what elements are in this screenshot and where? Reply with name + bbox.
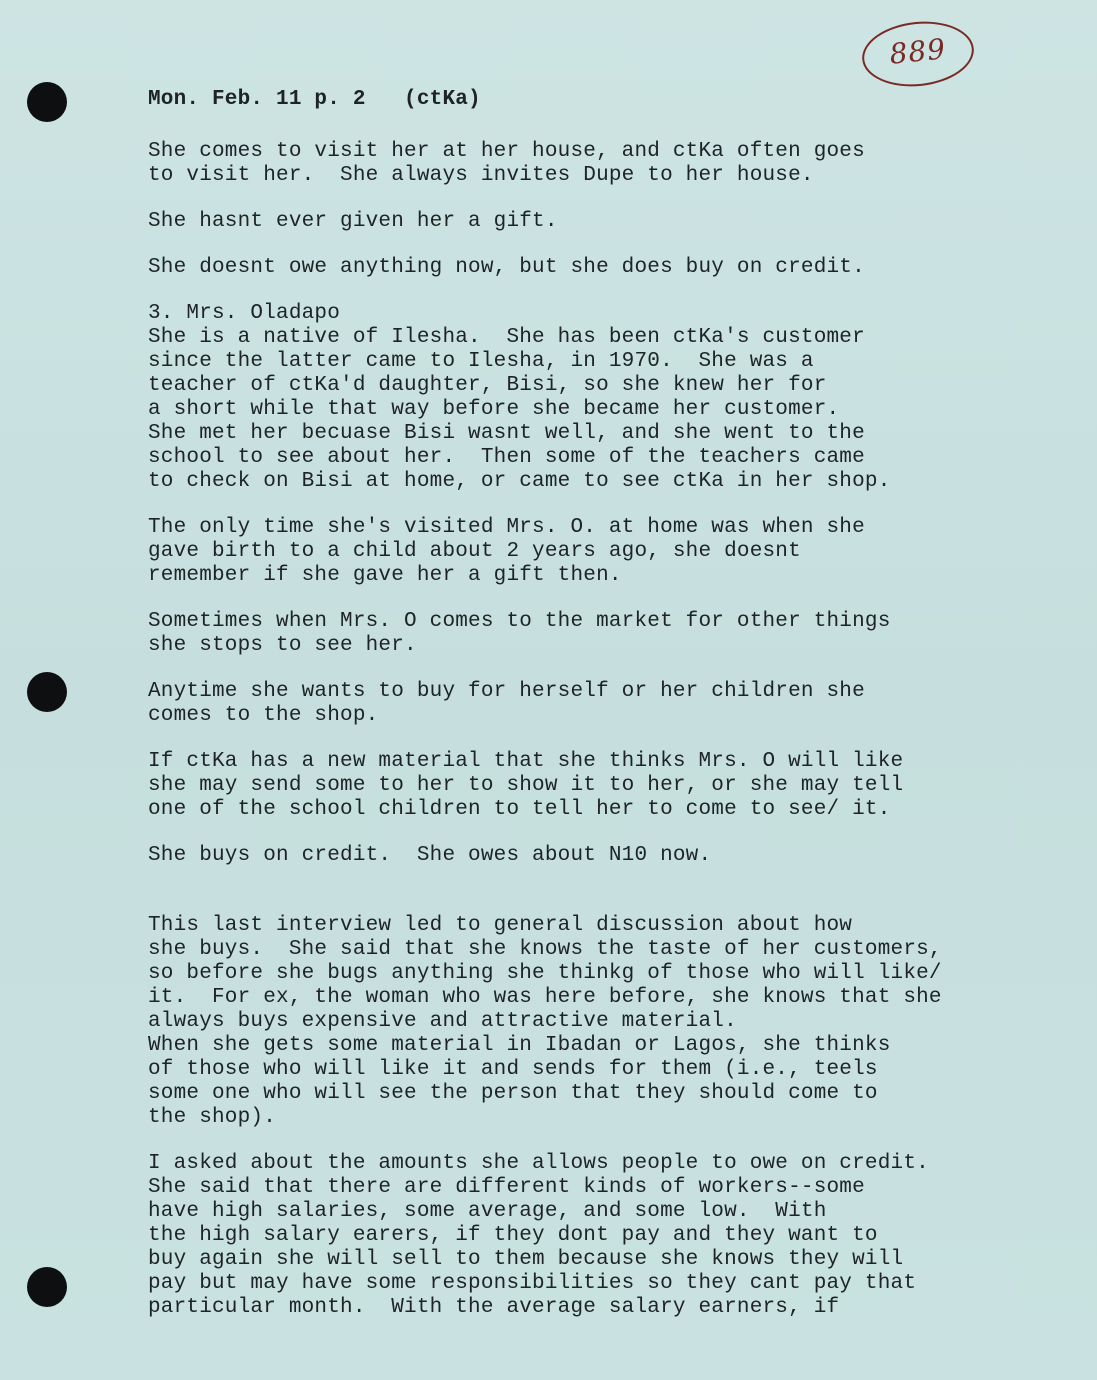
text-line: She met her becuase Bisi wasnt well, and she went to the xyxy=(148,422,865,445)
paragraph xyxy=(148,750,1048,822)
text-line: she may send some to her to show it to her, or she may tell xyxy=(148,774,904,797)
text-line: When she gets some material in Ibadan or Lagos, she thinks xyxy=(148,1034,891,1057)
paragraph xyxy=(148,844,1048,868)
text-line: particular month. With the average salary earners, if xyxy=(148,1296,840,1319)
text-line: She said that there are different kinds of workers--some xyxy=(148,1176,865,1199)
paragraph xyxy=(148,1152,1048,1320)
paragraph xyxy=(148,680,1048,728)
text-line: a short while that way before she became her customer. xyxy=(148,398,840,421)
paragraph xyxy=(148,914,1048,1130)
text-line: teacher of ctKa'd daughter, Bisi, so she knew her for xyxy=(148,374,827,397)
text-line: to visit her. She always invites Dupe to her house. xyxy=(148,164,814,187)
text-line: She doesnt owe anything now, but she does buy on credit. xyxy=(148,256,865,279)
binder-hole xyxy=(27,82,67,122)
paragraph xyxy=(148,256,1048,280)
text-line: She hasnt ever given her a gift. xyxy=(148,210,558,233)
text-line: so before she bugs anything she thinkg of those who will like/ xyxy=(148,962,942,985)
text-line: of those who will like it and sends for them (i.e., teels xyxy=(148,1058,878,1081)
page-number-stamp xyxy=(859,16,977,91)
page-heading: Mon. Feb. 11 p. 2 (ctKa) xyxy=(148,88,481,111)
text-line: have high salaries, some average, and some low. With xyxy=(148,1200,827,1223)
text-line: it. For ex, the woman who was here before, she knows that she xyxy=(148,986,942,1009)
text-line: always buys expensive and attractive material. xyxy=(148,1010,737,1033)
text-line: She comes to visit her at her house, and ctKa often goes xyxy=(148,140,865,163)
text-line: 3. Mrs. Oladapo xyxy=(148,302,341,325)
text-line: remember if she gave her a gift then. xyxy=(148,564,622,587)
text-line: since the latter came to Ilesha, in 1970. She was a xyxy=(148,350,814,373)
paragraph xyxy=(148,302,1048,494)
text-line: school to see about her. Then some of the teachers came xyxy=(148,446,865,469)
text-line: one of the school children to tell her to come to see/ it. xyxy=(148,798,891,821)
text-line: I asked about the amounts she allows people to owe on credit. xyxy=(148,1152,929,1175)
paragraph xyxy=(148,610,1048,658)
text-line: buy again she will sell to them because she knows they will xyxy=(148,1248,904,1271)
text-line: The only time she's visited Mrs. O. at home was when she xyxy=(148,516,865,539)
text-line: She buys on credit. She owes about N10 now. xyxy=(148,844,712,867)
paragraph xyxy=(148,210,1048,234)
document-body xyxy=(148,88,1048,1320)
binder-hole xyxy=(27,672,67,712)
binder-hole xyxy=(27,1267,67,1307)
text-line: If ctKa has a new material that she thinks Mrs. O will like xyxy=(148,750,904,773)
text-line: comes to the shop. xyxy=(148,704,379,727)
text-line: This last interview led to general discussion about how xyxy=(148,914,853,937)
page-number: 889 xyxy=(887,32,948,71)
paragraph xyxy=(148,516,1048,588)
text-line: she buys. She said that she knows the taste of her customers, xyxy=(148,938,942,961)
text-line: she stops to see her. xyxy=(148,634,417,657)
text-line: to check on Bisi at home, or came to see ctKa in her shop. xyxy=(148,470,891,493)
text-line: gave birth to a child about 2 years ago, she doesnt xyxy=(148,540,801,563)
text-line: pay but may have some responsibilities so they cant pay that xyxy=(148,1272,917,1295)
text-line: the shop). xyxy=(148,1106,277,1129)
text-line: She is a native of Ilesha. She has been ctKa's customer xyxy=(148,326,865,349)
text-line: Sometimes when Mrs. O comes to the market for other things xyxy=(148,610,891,633)
paragraph xyxy=(148,140,1048,188)
text-line: the high salary earers, if they dont pay and they want to xyxy=(148,1224,878,1247)
text-line: Anytime she wants to buy for herself or her children she xyxy=(148,680,865,703)
text-line: some one who will see the person that they should come to xyxy=(148,1082,878,1105)
